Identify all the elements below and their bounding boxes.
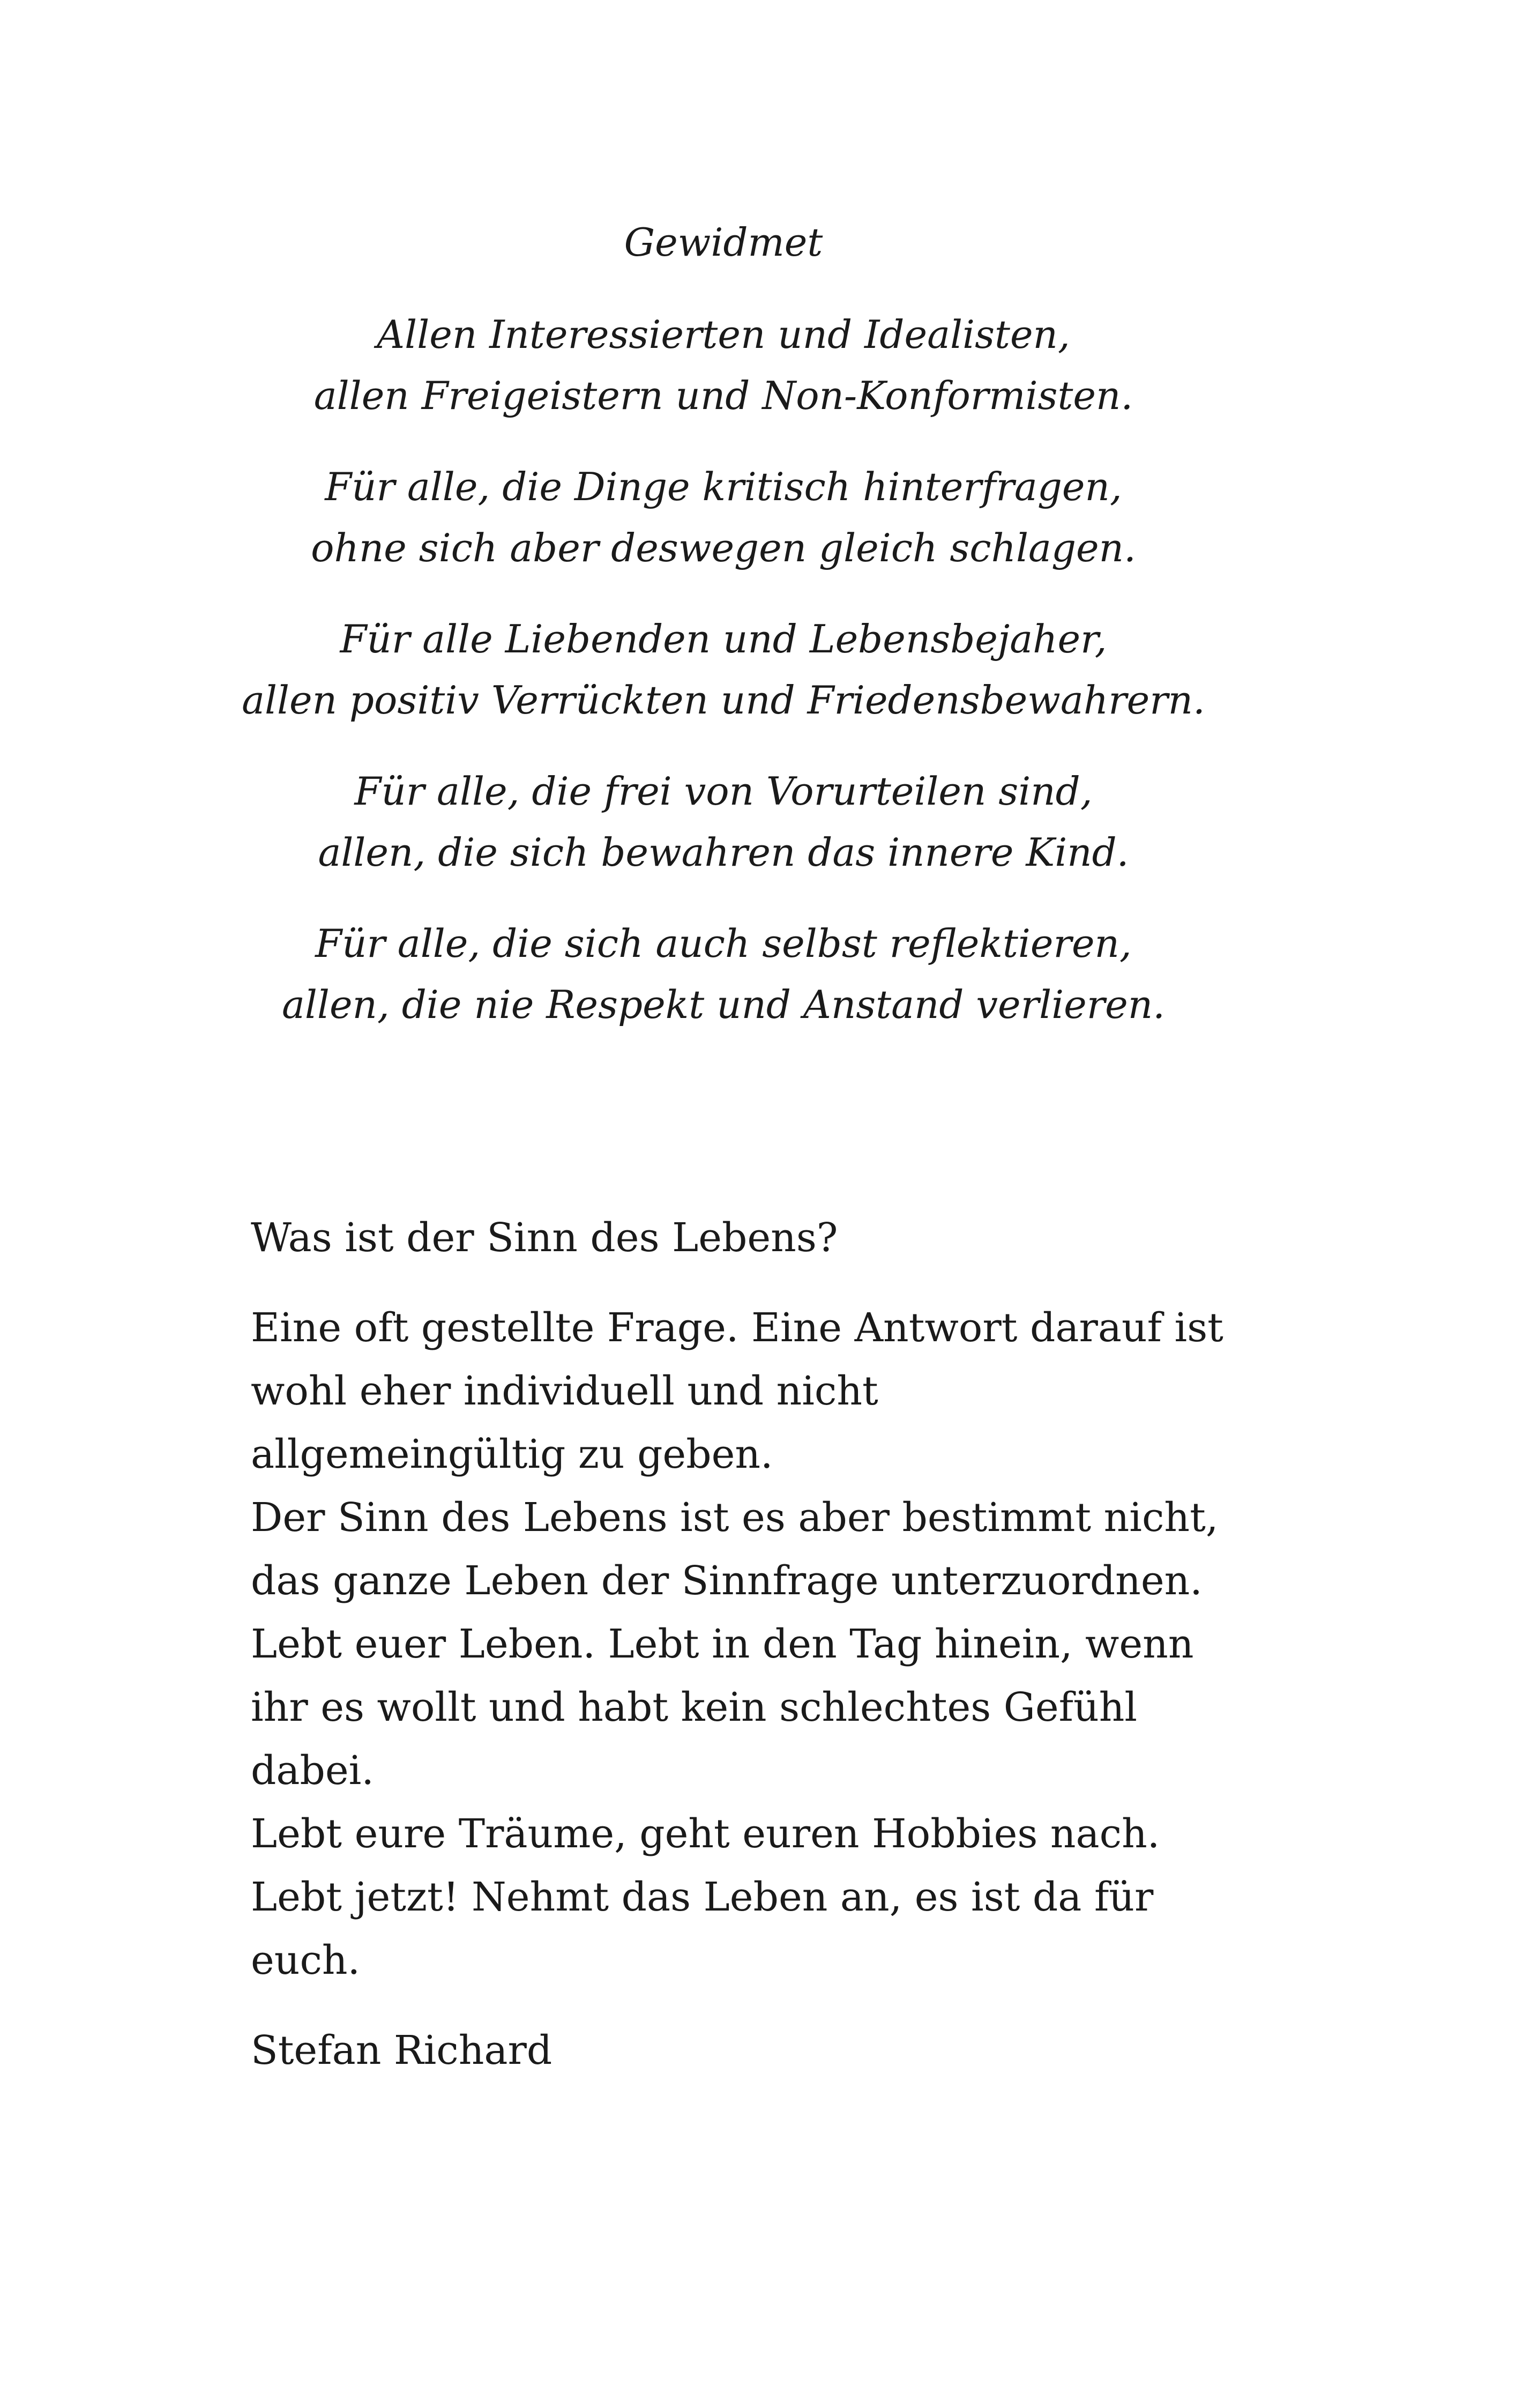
prose-line: Der Sinn des Lebens ist es aber bestimmt nicht, <box>251 1495 1219 1541</box>
prose-line: das ganze Leben der Sinnfrage unterzuordnen. <box>251 1558 1203 1604</box>
stanza-line: Für alle, die Dinge kritisch hinterfragen, <box>325 464 1122 509</box>
prose-section <box>251 1206 1269 2109</box>
prose-question: Was ist der Sinn des Lebens? <box>251 1215 838 1261</box>
prose-line: Lebt euer Leben. Lebt in den Tag hinein, wenn <box>251 1621 1194 1667</box>
dedication-stanza <box>0 456 1447 578</box>
stanza-line: ohne sich aber deswegen gleich schlagen. <box>311 525 1136 570</box>
stanza-line: allen, die nie Respekt und Anstand verlieren. <box>281 982 1166 1027</box>
dedication-stanza <box>0 304 1447 426</box>
prose-line: dabei. <box>251 1748 374 1794</box>
stanza-line: allen Freigeistern und Non-Konformisten. <box>313 373 1133 418</box>
prose-line: allgemeingültig zu geben. <box>251 1431 773 1477</box>
dedication-title: Gewidmet <box>624 220 823 265</box>
stanza-line: Für alle Liebenden und Lebensbejaher, <box>340 616 1107 662</box>
prose-line: Lebt jetzt! Nehmt das Leben an, es ist da für <box>251 1874 1154 1920</box>
dedication-stanza <box>0 913 1447 1035</box>
prose-line: Lebt eure Träume, geht euren Hobbies nach. <box>251 1811 1160 1857</box>
dedication-stanza <box>0 761 1447 883</box>
dedication-stanza <box>0 608 1447 731</box>
prose-line: ihr es wollt und habt kein schlechtes Gefühl <box>251 1684 1138 1730</box>
prose-line: Eine oft gestellte Frage. Eine Antwort darauf ist <box>251 1305 1223 1351</box>
dedication-section <box>0 212 1447 1065</box>
prose-line: wohl eher individuell und nicht <box>251 1368 878 1414</box>
prose-body <box>251 1296 1269 1992</box>
stanza-line: allen, die sich bewahren das innere Kind. <box>318 830 1129 875</box>
stanza-line: allen positiv Verrückten und Friedensbewahrern. <box>242 678 1205 723</box>
stanza-line: Für alle, die frei von Vorurteilen sind, <box>354 769 1093 814</box>
stanza-line: Für alle, die sich auch selbst reflektieren, <box>315 921 1132 966</box>
author-name: Stefan Richard <box>251 2027 553 2073</box>
stanza-line: Allen Interessierten und Idealisten, <box>377 312 1070 357</box>
prose-line: euch. <box>251 1937 361 1983</box>
